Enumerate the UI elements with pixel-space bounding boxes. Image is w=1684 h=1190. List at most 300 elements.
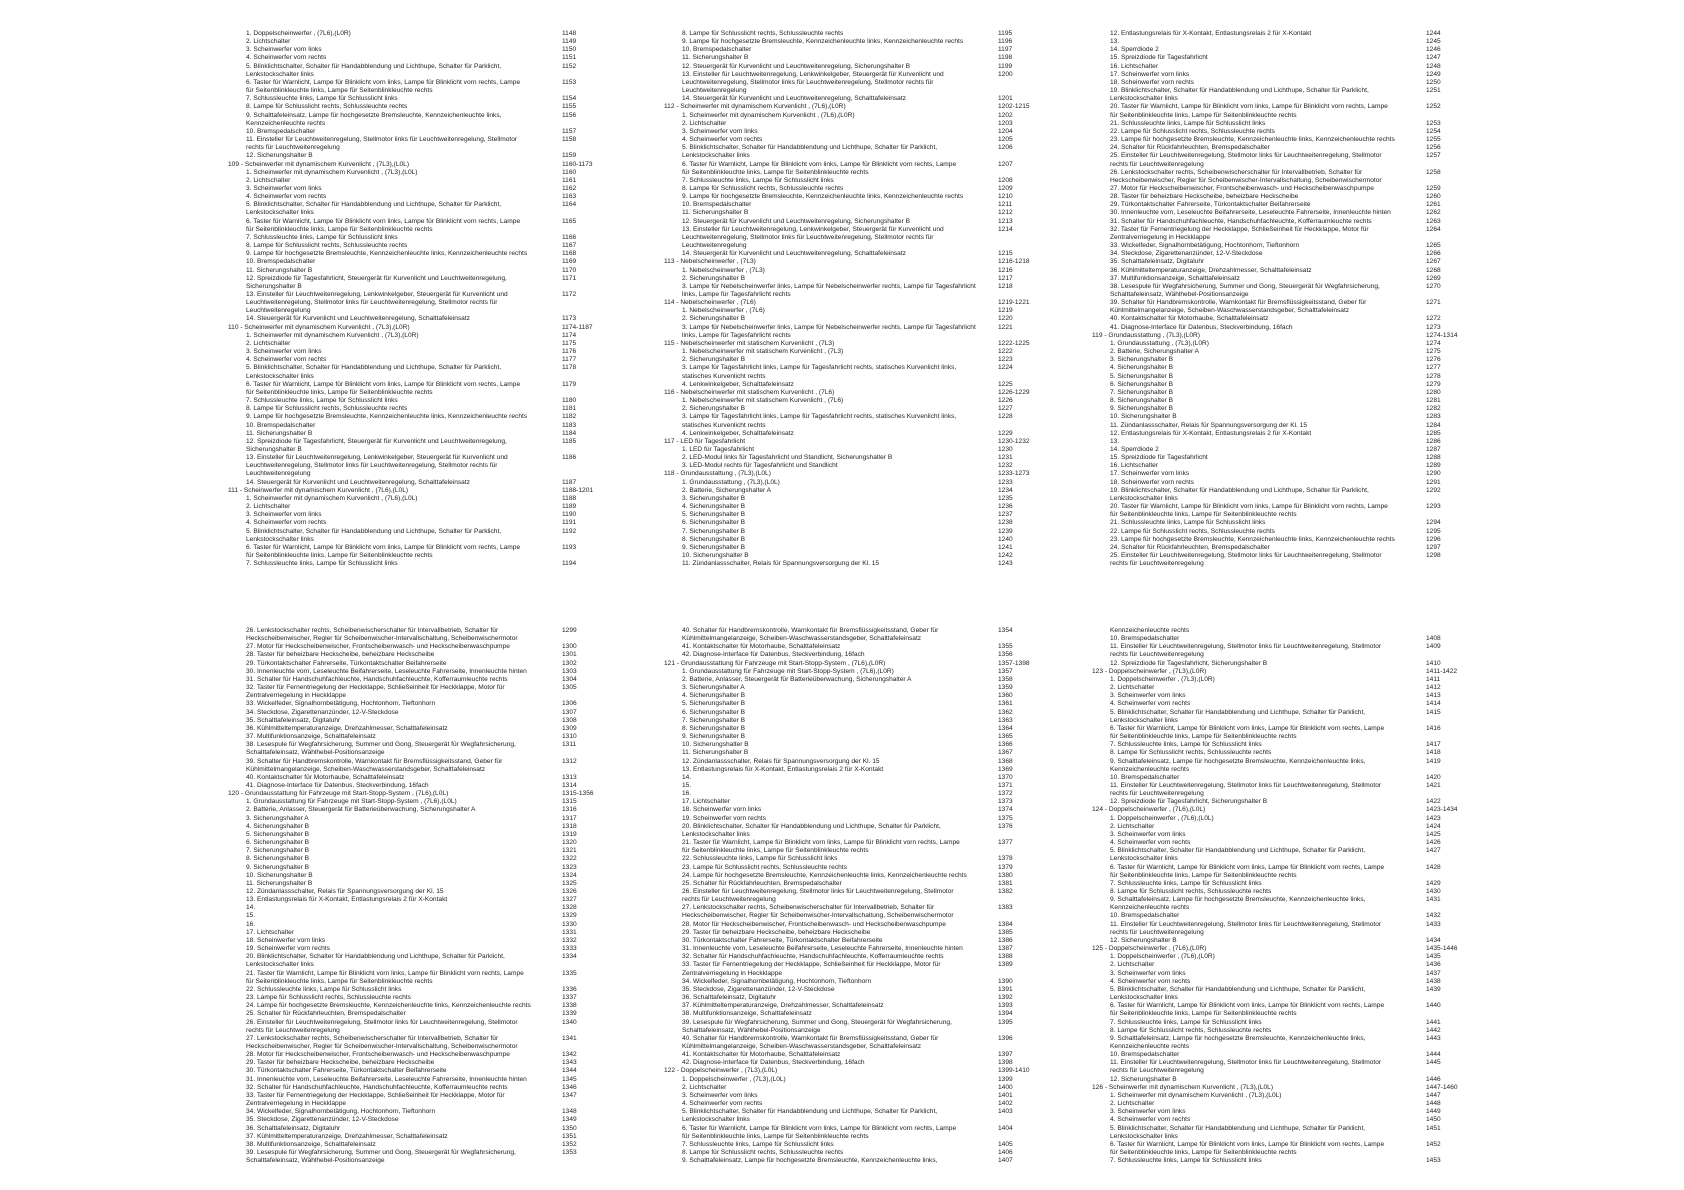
page-number: 1411 bbox=[1426, 675, 1441, 683]
entry-text: 6. Taster für Warnlicht, Lampe für Blinklicht vorn links, Lampe für Blinklicht vorn rechts, Lampe bbox=[1110, 724, 1385, 732]
entry-text: 24. Lampe für hochgesetzte Bremsleuchte, Kennzeichenleuchte links, Kennzeichenleuchte rechts bbox=[246, 1002, 531, 1010]
page-number: 1369 bbox=[998, 765, 1013, 773]
entry-text: 27. Lenkstockschalter rechts, Scheibenwischerschalter für Intervallbetrieb, Schalter für bbox=[246, 1034, 499, 1042]
page-number: 1359 bbox=[998, 684, 1013, 692]
entry-text: 19. Blinklichtschalter, Schalter für Handabblendung und Lichthupe, Schalter für Parklicht, bbox=[1110, 486, 1369, 494]
index-entry bbox=[1092, 103, 1470, 111]
page-number: 1434 bbox=[1426, 936, 1441, 944]
entry-text: 27. Motor für Heckscheibenwischer, Frontscheibenwasch- und Heckscheibenwaschpumpe bbox=[1110, 184, 1374, 192]
index-entry bbox=[228, 169, 606, 177]
page-number: 1312 bbox=[562, 757, 577, 765]
entry-text: 13. Entlastungsrelais für X-Kontakt, Entlastungsrelais 2 für X-Kontakt bbox=[682, 765, 884, 773]
page-number: 1200 bbox=[998, 70, 1013, 78]
entry-text: 35. Schalttafeleinsatz, Digitaluhr bbox=[1110, 258, 1205, 266]
entry-text: 40. Schalter für Handbremskontrolle, Warnkontakt für Bremsflüssigkeitsstand, Geber für bbox=[682, 1034, 939, 1042]
entry-text: 6. Sicherungshalter B bbox=[246, 839, 310, 847]
entry-text: 22. Schlussleuchte links, Lampe für Schlusslicht links bbox=[682, 855, 838, 863]
entry-text: 109 - Scheinwerfer mit dynamischem Kurvenlicht , (7L3),(L0L) bbox=[228, 160, 410, 168]
page-number: 1373 bbox=[998, 798, 1013, 806]
page-number: 1439 bbox=[1426, 985, 1441, 993]
index-entry bbox=[228, 38, 606, 46]
entry-text: 10. Bremspedalschalter bbox=[246, 258, 316, 266]
index-entry bbox=[228, 953, 606, 961]
entry-text: 5. Blinklichtschalter, Schalter für Handabblendung und Lichthupe, Schalter für Parklicht, bbox=[1110, 985, 1366, 993]
page-number: 1188-1201 bbox=[562, 486, 594, 494]
index-entry bbox=[228, 904, 606, 912]
entry-text: 14. bbox=[246, 904, 256, 912]
index-entry bbox=[1092, 1157, 1470, 1165]
page-number: 1182 bbox=[562, 413, 577, 421]
entry-text: 2. Lichtschalter bbox=[682, 1083, 727, 1091]
entry-text: rechts für Leuchtweitenregelung bbox=[1110, 928, 1204, 936]
entry-text: 121 - Grundausstattung für Fahrzeuge mit Start-Stopp-System , (7L6),(L0R) bbox=[664, 659, 886, 667]
entry-text: 4. Scheinwerfer vorn rechts bbox=[682, 136, 763, 144]
entry-text: 2. Lichtschalter bbox=[246, 339, 291, 347]
index-entry bbox=[664, 128, 1042, 136]
index-entry bbox=[664, 364, 1042, 372]
index-entry bbox=[1092, 1108, 1470, 1116]
page-number: 1289 bbox=[1426, 462, 1441, 470]
index-entry bbox=[228, 912, 606, 920]
entry-text: 11. Sicherungshalter B bbox=[682, 209, 749, 217]
index-entry bbox=[1092, 136, 1470, 144]
index-entry bbox=[1092, 717, 1470, 725]
index-entry bbox=[664, 250, 1042, 258]
page-number: 1442 bbox=[1426, 1026, 1441, 1034]
page-number: 1241 bbox=[998, 543, 1013, 551]
index-entry bbox=[1092, 823, 1470, 831]
entry-text: 37. Multifunktionsanzeige, Schalttafeleinsatz bbox=[246, 733, 376, 741]
index-entry bbox=[1092, 1010, 1470, 1018]
index-entry bbox=[228, 970, 606, 978]
page-number: 1284 bbox=[1426, 421, 1441, 429]
index-entry bbox=[1092, 324, 1470, 332]
entry-text: 20. Taster für Warnlicht, Lampe für Blinklicht vorn links, Lampe für Blinklicht vorn rechts, Lampe bbox=[1110, 103, 1388, 111]
index-entry bbox=[228, 766, 606, 774]
entry-text: 23. Lampe für Schlusslicht rechts, Schlussleuchte rechts bbox=[246, 994, 411, 1002]
index-entry bbox=[228, 373, 606, 381]
page-number: 1292 bbox=[1426, 486, 1441, 494]
index-entry bbox=[664, 112, 1042, 120]
index-entry bbox=[1092, 1019, 1470, 1027]
index-entry bbox=[228, 536, 606, 544]
entry-text: 123 - Doppelscheinwerfer , (7L3),(L0R) bbox=[1092, 667, 1207, 675]
index-entry bbox=[1092, 63, 1470, 71]
index-entry bbox=[1092, 643, 1470, 651]
entry-text: für Seitenblinkleuchte links, Lampe für Seitenblinkleuchte rechts bbox=[246, 552, 433, 559]
index-entry bbox=[664, 218, 1042, 226]
index-entry bbox=[228, 1149, 606, 1157]
index-entry bbox=[664, 1027, 1042, 1035]
entry-text: 1. Scheinwerfer mit dynamischem Kurvenlicht , (7L6),(L0R) bbox=[682, 111, 855, 119]
page-number: 1334 bbox=[562, 953, 577, 961]
index-section-heading bbox=[664, 470, 1042, 478]
index-entry bbox=[664, 970, 1042, 978]
entry-text: Kennzeichenleuchte rechts bbox=[1110, 904, 1190, 912]
index-entry bbox=[1092, 315, 1470, 323]
page-number: 1358 bbox=[998, 675, 1013, 683]
page-number: 1199 bbox=[998, 62, 1013, 70]
page-number: 1216 bbox=[998, 266, 1013, 274]
index-entry bbox=[228, 1076, 606, 1084]
page-number: 1227 bbox=[998, 405, 1013, 413]
index-entry bbox=[1092, 430, 1470, 438]
index-entry bbox=[664, 953, 1042, 961]
page-number: 1210 bbox=[998, 193, 1013, 201]
page-number: 1415 bbox=[1426, 708, 1441, 716]
page-number: 1196 bbox=[998, 38, 1013, 46]
page-number: 1384 bbox=[998, 920, 1013, 928]
index-section-heading bbox=[664, 438, 1042, 446]
page-number: 1245 bbox=[1426, 38, 1441, 46]
entry-text: 28. Motor für Heckscheibenwischer, Frontscheibenwasch- und Heckscheibenwaschpumpe bbox=[246, 1051, 510, 1059]
page-number: 1219-1221 bbox=[998, 299, 1030, 307]
index-entry bbox=[228, 774, 606, 782]
entry-text: Lenkstockschalter links bbox=[246, 209, 314, 217]
page-number: 1264 bbox=[1426, 225, 1441, 233]
page-number: 1429 bbox=[1426, 879, 1441, 887]
page-number: 1342 bbox=[562, 1051, 577, 1059]
index-entry bbox=[228, 218, 606, 226]
entry-text: 5. Sicherungshalter B bbox=[682, 511, 746, 519]
page-number: 1331 bbox=[562, 928, 577, 936]
index-entry bbox=[1092, 209, 1470, 217]
page-number: 1217 bbox=[998, 274, 1013, 282]
index-entry bbox=[228, 831, 606, 839]
entry-text: 25. Einsteller für Leuchtweitenregelung, Stellmotor links für Leuchtweitenregelung, Stellmotor bbox=[1110, 152, 1382, 160]
page-number: 1233-1273 bbox=[998, 470, 1030, 478]
page-number: 1255 bbox=[1426, 136, 1441, 144]
index-entry bbox=[228, 945, 606, 953]
entry-text: 29. Taster für beheizbare Heckscheibe, beheizbare Heckscheibe bbox=[682, 928, 871, 936]
index-section-heading bbox=[228, 161, 606, 169]
index-entry bbox=[664, 1133, 1042, 1141]
index-entry bbox=[228, 54, 606, 62]
entry-text: Heckscheibenwischer, Regler für Scheibenwischer-Intervallschaltung, Scheibenwischermotor bbox=[682, 912, 954, 920]
index-entry bbox=[1092, 511, 1470, 519]
index-entry bbox=[228, 1141, 606, 1149]
entry-text: 25. Einsteller für Leuchtweitenregelung, Stellmotor links für Leuchtweitenregelung, Stellmotor bbox=[1110, 552, 1382, 559]
entry-text: 2. Lichtschalter bbox=[246, 176, 291, 184]
index-entry bbox=[1092, 1059, 1470, 1067]
entry-text: 38. Multifunktionsanzeige, Schalttafeleinsatz bbox=[246, 1140, 376, 1148]
entry-text: 7. Schlussleuchte links, Lampe für Schlusslicht links bbox=[1110, 741, 1262, 749]
entry-text: 5. Sicherungshalter B bbox=[246, 830, 310, 838]
page-number: 1311 bbox=[562, 741, 577, 749]
entry-text: 5. Sicherungshalter B bbox=[1110, 372, 1174, 380]
entry-text: Kennzeichenleuchte rechts bbox=[246, 119, 326, 127]
index-entry bbox=[664, 978, 1042, 986]
page-number: 1288 bbox=[1426, 454, 1441, 462]
index-entry bbox=[664, 226, 1042, 234]
entry-text: 30. Türkontaktschalter Fahrerseite, Türkontaktschalter Beifahrerseite bbox=[246, 1067, 447, 1075]
page-number: 1420 bbox=[1426, 773, 1441, 781]
index-entry bbox=[664, 413, 1042, 421]
entry-text: 4. Sicherungshalter B bbox=[1110, 364, 1174, 372]
index-entry bbox=[228, 986, 606, 994]
entry-text: 18. Scheinwerfer vorn links bbox=[682, 806, 762, 814]
entry-text: 36. Kühlmitteltemperaturanzeige, Drehzahlmesser, Schalttafeleinsatz bbox=[246, 724, 448, 732]
entry-text: 28. Taster für beheizbare Heckscheibe, beheizbare Heckscheibe bbox=[1110, 193, 1299, 201]
entry-text: 118 - Grundausstattung , (7L3),(L0L) bbox=[664, 470, 771, 478]
entry-text: 1. Scheinwerfer mit dynamischem Kurvenlicht , (7L3),(L0R) bbox=[246, 331, 419, 339]
index-entry bbox=[664, 1108, 1042, 1116]
entry-text: 13. Einsteller für Leuchtweitenregelung, Lenkwinkelgeber, Steuergerät für Kurvenlicht und bbox=[682, 225, 944, 233]
index-entry bbox=[664, 1076, 1042, 1084]
entry-text: Heckscheibenwischer, Regler für Scheibenwischer-Intervallschaltung, Scheibenwischermotor bbox=[1110, 176, 1382, 184]
entry-text: 4. Lenkwinkelgeber, Schalttafeleinsatz bbox=[682, 429, 794, 437]
index-entry bbox=[228, 1043, 606, 1051]
page-number: 1163 bbox=[562, 193, 577, 201]
index-entry bbox=[664, 462, 1042, 470]
page-number: 1321 bbox=[562, 847, 577, 855]
entry-text: 13. Einsteller für Leuchtweitenregelung, Lenkwinkelgeber, Steuergerät für Kurvenlicht und bbox=[246, 291, 508, 298]
entry-text: 8. Lampe für Schlusslicht rechts, Schlussleuchte rechts bbox=[1110, 888, 1272, 895]
index-section-heading bbox=[1092, 332, 1470, 340]
entry-text: für Seitenblinkleuchte links, Lampe für Seitenblinkleuchte rechts bbox=[1110, 1010, 1297, 1018]
index-entry bbox=[1092, 953, 1470, 961]
entry-text: 37. Kühlmitteltemperaturanzeige, Drehzahlmesser, Schalttafeleinsatz bbox=[246, 1132, 448, 1140]
page-number: 1204 bbox=[998, 127, 1013, 135]
entry-text: 3. Scheinwerfer vorn links bbox=[246, 348, 322, 356]
page-number: 1174-1187 bbox=[562, 323, 593, 331]
entry-text: 7. Schlussleuchte links, Lampe für Schlusslicht links bbox=[246, 397, 398, 405]
entry-text: 4. Sicherungshalter B bbox=[682, 503, 746, 511]
page-number: 1222 bbox=[998, 348, 1013, 356]
page-number: 1251 bbox=[1426, 87, 1441, 95]
index-entry bbox=[664, 519, 1042, 527]
entry-text: Leuchtweitenregelung bbox=[246, 307, 311, 315]
index-entry bbox=[1092, 307, 1470, 315]
entry-text: 8. Sicherungshalter B bbox=[1110, 397, 1174, 405]
page-number: 1402 bbox=[998, 1100, 1013, 1108]
page-number: 1343 bbox=[562, 1059, 577, 1067]
entry-text: Lenkstockschalter links bbox=[1110, 855, 1178, 863]
index-entry bbox=[228, 430, 606, 438]
entry-text: 1. Doppelscheinwerfer , (7L6),(L0R) bbox=[246, 30, 351, 37]
entry-text: Kennzeichenleuchte rechts bbox=[1110, 765, 1190, 773]
page-number: 1268 bbox=[1426, 266, 1441, 274]
entry-text: Leuchtweitenregelung, Stellmotor links für Leuchtweitenregelung, Stellmotor rechts für bbox=[246, 299, 498, 307]
entry-text: 32. Taster für Fernentriegelung der Heckklappe, Schließeinheit für Heckklappe, Motor für bbox=[1110, 225, 1369, 233]
entry-text: Kühlmittelmangelanzeige, Scheiben-Waschwasserstandsgeber, Schalttafeleinsatz bbox=[246, 765, 486, 773]
page-number: 1438 bbox=[1426, 977, 1441, 985]
entry-text: 14. Steuergerät für Kurvenlicht und Leuchtweitenregelung, Schalttafeleinsatz bbox=[246, 478, 470, 486]
index-entry bbox=[664, 422, 1042, 430]
index-column bbox=[1092, 30, 1470, 568]
entry-text: Lenkstockschalter links bbox=[1110, 95, 1178, 103]
page-number: 1446 bbox=[1426, 1075, 1441, 1083]
index-entry bbox=[228, 63, 606, 71]
index-entry bbox=[1092, 348, 1470, 356]
index-entry bbox=[664, 307, 1042, 315]
index-entry bbox=[228, 462, 606, 470]
entry-text: 28. Taster für beheizbare Heckscheibe, beheizbare Heckscheibe bbox=[246, 651, 435, 659]
page-number: 1221 bbox=[998, 323, 1013, 331]
entry-text: 27. Motor für Heckscheibenwischer, Frontscheibenwasch- und Heckscheibenwaschpumpe bbox=[246, 643, 510, 651]
entry-text: Kennzeichenleuchte rechts bbox=[1110, 1042, 1190, 1050]
entry-text: 41. Diagnose-Interface für Datenbus, Steckverbindung, 16fach bbox=[246, 781, 429, 789]
entry-text: 12. Spreizdiode für Tagesfahrlicht, Sicherungshalter B bbox=[1110, 798, 1268, 806]
entry-text: 41. Kontaktschalter für Motorhaube, Schalttafeleinsatz bbox=[682, 1051, 841, 1059]
entry-text: 34. Steckdose, Zigarettenanzünder, 12-V-Steckdose bbox=[1110, 250, 1263, 258]
page-number: 1151 bbox=[562, 54, 577, 62]
page-number: 1193 bbox=[562, 543, 577, 551]
entry-text: 10. Sicherungshalter B bbox=[1110, 413, 1177, 421]
entry-text: 9. Lampe für hochgesetzte Bremsleuchte, Kennzeichenleuchte links, Kennzeichenleuchte rechts bbox=[246, 413, 528, 421]
entry-text: 26. Einsteller für Leuchtweitenregelung, Stellmotor links für Leuchtweitenregelung, Stellmotor bbox=[246, 1018, 518, 1026]
entry-text: 37. Multifunktionsanzeige, Schalttafeleinsatz bbox=[1110, 274, 1240, 282]
index-entry bbox=[664, 38, 1042, 46]
page-number: 1278 bbox=[1426, 372, 1441, 380]
index-entry bbox=[1092, 405, 1470, 413]
entry-text: 36. Schalttafeleinsatz, Digitaluhr bbox=[246, 1124, 341, 1132]
index-entry bbox=[228, 275, 606, 283]
page-number: 1273 bbox=[1426, 323, 1441, 331]
index-entry bbox=[228, 250, 606, 258]
page-number: 1400 bbox=[998, 1083, 1013, 1091]
entry-text: 3. LED-Modul rechts für Tagesfahrlicht und Standlicht bbox=[682, 462, 838, 470]
entry-text: 20. Blinklichtschalter, Schalter für Handabblendung und Lichthupe, Schalter für Parklicht, bbox=[246, 953, 505, 961]
index-entry bbox=[664, 896, 1042, 904]
index-entry bbox=[664, 676, 1042, 684]
index-entry bbox=[1092, 218, 1470, 226]
page-number: 1368 bbox=[998, 757, 1013, 765]
page-number: 1242 bbox=[998, 552, 1013, 559]
index-entry bbox=[1092, 733, 1470, 741]
index-entry bbox=[664, 503, 1042, 511]
entry-text: 42. Diagnose-Interface für Datenbus, Steckverbindung, 16fach bbox=[682, 651, 865, 659]
entry-text: 37. Kühlmitteltemperaturanzeige, Drehzahlmesser, Schalttafeleinsatz bbox=[682, 1002, 884, 1010]
entry-text: 11. Einsteller für Leuchtweitenregelung, Stellmotor links für Leuchtweitenregelung, Stellmotor bbox=[1110, 643, 1382, 651]
index-entry bbox=[228, 847, 606, 855]
page-number: 1329 bbox=[562, 912, 577, 920]
index-entry bbox=[1092, 741, 1470, 749]
index-entry bbox=[664, 234, 1042, 242]
entry-text: Leuchtweitenregelung, Stellmotor links für Leuchtweitenregelung, Stellmotor rechts für bbox=[682, 233, 934, 241]
entry-text: 1. Grundausstattung für Fahrzeuge mit Start-Stopp-System , (7L6),(L0R) bbox=[682, 667, 894, 675]
entry-text: 12. Steuergerät für Kurvenlicht und Leuchtweitenregelung, Sicherungshalter B bbox=[682, 217, 910, 225]
entry-text: 23. Lampe für hochgesetzte Bremsleuchte, Kennzeichenleuchte links, Kennzeichenleuchte rechts bbox=[1110, 535, 1395, 543]
index-entry bbox=[228, 888, 606, 896]
index-entry bbox=[228, 291, 606, 299]
entry-text: 25. Schalter für Rückfahrleuchten, Bremspedalschalter bbox=[682, 879, 842, 887]
entry-text: 15. Spreizdiode für Tagesfahrlicht bbox=[1110, 54, 1208, 62]
index-entry bbox=[1092, 112, 1470, 120]
page-number: 1198 bbox=[998, 54, 1013, 62]
page-number: 1330 bbox=[562, 920, 577, 928]
index-entry bbox=[228, 495, 606, 503]
entry-text: 29. Taster für beheizbare Heckscheibe, beheizbare Heckscheibe bbox=[246, 1059, 435, 1067]
entry-text: 2. Lichtschalter bbox=[682, 119, 727, 127]
index-entry bbox=[228, 103, 606, 111]
entry-text: 1. Grundausstattung für Fahrzeuge mit Start-Stopp-System , (7L6),(L0L) bbox=[246, 798, 457, 806]
index-entry bbox=[1092, 692, 1470, 700]
entry-text: 21. Schlussleuchte links, Lampe für Schlusslicht links bbox=[1110, 119, 1266, 127]
entry-text: 8. Sicherungshalter B bbox=[246, 855, 310, 863]
entry-text: rechts für Leuchtweitenregelung bbox=[1110, 651, 1204, 659]
page-number: 1440 bbox=[1426, 1002, 1441, 1010]
entry-text: 12. Spreizdiode für Tagesfahrlicht, Steuergerät für Kurvenlicht und Leuchtweitenregelung, bbox=[246, 274, 507, 282]
entry-text: 14. Sperrdiode 2 bbox=[1110, 445, 1159, 453]
page-number: 1177 bbox=[562, 356, 577, 364]
page-number: 1326 bbox=[562, 888, 577, 895]
page-number: 1294 bbox=[1426, 519, 1441, 527]
index-entry bbox=[228, 1125, 606, 1133]
page-number: 1337 bbox=[562, 994, 577, 1002]
entry-text: 8. Sicherungshalter B bbox=[682, 535, 746, 543]
page-number: 1167 bbox=[562, 242, 577, 250]
entry-text: Heckscheibenwischer, Regler für Scheibenwischer-Intervallschaltung, Scheibenwischermotor bbox=[246, 635, 518, 643]
page-number: 1427 bbox=[1426, 847, 1441, 855]
page-number: 1366 bbox=[998, 741, 1013, 749]
page-number: 1351 bbox=[562, 1132, 577, 1140]
index-entry bbox=[228, 798, 606, 806]
entry-text: Lenkstockschalter links bbox=[1110, 1132, 1178, 1140]
index-entry bbox=[664, 806, 1042, 814]
page-number: 1376 bbox=[998, 822, 1013, 830]
page-number: 1411-1422 bbox=[1426, 667, 1458, 675]
index-entry bbox=[664, 847, 1042, 855]
page-number: 1166 bbox=[562, 233, 577, 241]
index-entry bbox=[1092, 790, 1470, 798]
page-number: 1281 bbox=[1426, 397, 1441, 405]
index-entry bbox=[228, 356, 606, 364]
page-number: 1435 bbox=[1426, 953, 1441, 961]
index-entry bbox=[664, 283, 1042, 291]
page-number: 1363 bbox=[998, 716, 1013, 724]
page-number: 1445 bbox=[1426, 1059, 1441, 1067]
page-number: 1306 bbox=[562, 700, 577, 708]
index-entry bbox=[228, 1027, 606, 1035]
entry-text: Kühlmittelmangelanzeige, Scheiben-Waschwasserstandsgeber, Schalttafeleinsatz bbox=[1110, 307, 1350, 315]
page-number: 1226 bbox=[998, 397, 1013, 405]
page-number: 1262 bbox=[1426, 209, 1441, 217]
index-entry bbox=[664, 315, 1042, 323]
entry-text: Lenkstockschalter links bbox=[682, 152, 750, 160]
page-number: 1179 bbox=[562, 380, 577, 388]
index-entry bbox=[664, 880, 1042, 888]
entry-text: Lenkstockschalter links bbox=[246, 70, 314, 78]
entry-text: 2. Batterie, Anlasser, Steuergerät für Batterieüberwachung, Sicherungshalter A bbox=[682, 675, 912, 683]
index-entry bbox=[664, 839, 1042, 847]
page-number: 1290 bbox=[1426, 470, 1441, 478]
page-number: 1432 bbox=[1426, 912, 1441, 920]
page-number: 1291 bbox=[1426, 478, 1441, 486]
entry-text: 7. Schlussleuchte links, Lampe für Schlusslicht links bbox=[246, 95, 398, 103]
index-entry bbox=[228, 700, 606, 708]
page-number: 1150 bbox=[562, 46, 577, 54]
entry-text: 10. Sicherungshalter B bbox=[246, 871, 313, 879]
entry-text: 2. Sicherungshalter B bbox=[682, 356, 746, 364]
index-entry bbox=[1092, 1035, 1470, 1043]
page-number: 1160-1173 bbox=[562, 160, 593, 168]
index-entry bbox=[228, 1035, 606, 1043]
index-entry bbox=[1092, 937, 1470, 945]
index-entry bbox=[228, 627, 606, 635]
index-entry bbox=[1092, 560, 1470, 568]
index-entry bbox=[1092, 161, 1470, 169]
page-number: 1158 bbox=[562, 136, 577, 144]
entry-text: 110 - Scheinwerfer mit dynamischem Kurvenlicht , (7L3),(L0R) bbox=[228, 323, 410, 331]
entry-text: 30. Innenleuchte vorn, Leseleuchte Beifahrerseite, Leseleuchte Fahrerseite, Innenleuchte hinten bbox=[1110, 209, 1391, 217]
page-number: 1228 bbox=[998, 413, 1013, 421]
index-entry bbox=[228, 1051, 606, 1059]
entry-text: 3. Sicherungshalter A bbox=[246, 814, 309, 822]
page-number: 1340 bbox=[562, 1018, 577, 1026]
index-entry bbox=[1092, 54, 1470, 62]
index-entry bbox=[664, 152, 1042, 160]
